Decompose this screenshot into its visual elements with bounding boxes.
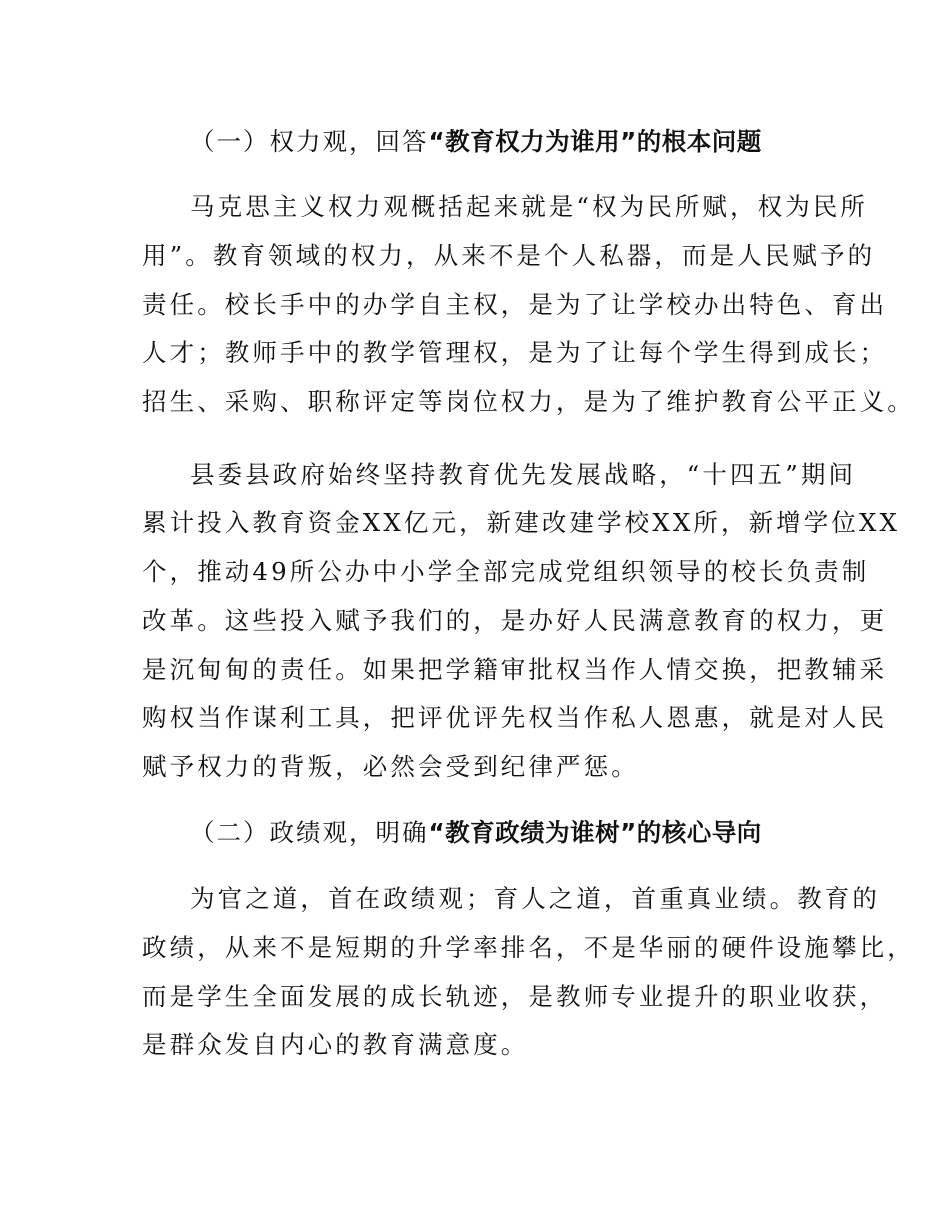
section-heading-emphasis: “教育政绩为谁树”的核心导向 bbox=[428, 818, 762, 847]
section-heading-prefix: （二）政绩观，明确 bbox=[190, 818, 429, 847]
paragraph-line: 用”。教育领域的权力，从来不是个人私器，而是人民赋予的 bbox=[142, 241, 876, 270]
paragraph-line: 购权当作谋利工具，把评优评先权当作私人恩惠，就是对人民 bbox=[142, 703, 888, 732]
paragraph-line: 而是学生全面发展的成长轨迹，是教师专业提升的职业收获， bbox=[142, 982, 888, 1011]
paragraph-line: 是沉甸甸的责任。如果把学籍审批权当作人情交换，把教辅采 bbox=[142, 655, 888, 684]
paragraph-line: 政绩，从来不是短期的升学率排名，不是华丽的硬件设施攀比， bbox=[142, 933, 915, 962]
paragraph-line: 累计投入教育资金XX亿元，新建改建学校XX所，新增学位XX bbox=[142, 508, 901, 537]
paragraph-line: 招生、采购、职称评定等岗位权力，是为了维护教育公平正义。 bbox=[142, 387, 915, 416]
paragraph-line: 县委县政府始终坚持教育优先发展战略，“十四五”期间 bbox=[190, 460, 857, 489]
paragraph-line: 改革。这些投入赋予我们的，是办好人民满意教育的权力，更 bbox=[142, 606, 888, 635]
paragraph-line: 为官之道，首在政绩观；育人之道，首重真业绩。教育的 bbox=[190, 884, 880, 913]
paragraph-line: 责任。校长手中的办学自主权，是为了让学校办出特色、育出 bbox=[142, 290, 888, 319]
section-heading-1 bbox=[190, 127, 762, 157]
section-heading-emphasis: “教育权力为谁用”的根本问题 bbox=[428, 127, 762, 156]
paragraph-line: 是群众发自内心的教育满意度。 bbox=[142, 1030, 529, 1059]
paragraph-line: 人才；教师手中的教学管理权，是为了让每个学生得到成长； bbox=[142, 338, 888, 367]
paragraph-line: 马克思主义权力观概括起来就是“权为民所赋，权为民所 bbox=[190, 192, 869, 221]
section-heading-prefix: （一）权力观，回答 bbox=[190, 127, 429, 156]
paragraph-line: 赋予权力的背叛，必然会受到纪律严惩。 bbox=[142, 752, 639, 781]
paragraph-line: 个，推动49所公办中小学全部完成党组织领导的校长负责制 bbox=[142, 557, 870, 586]
section-heading-2 bbox=[190, 818, 762, 848]
